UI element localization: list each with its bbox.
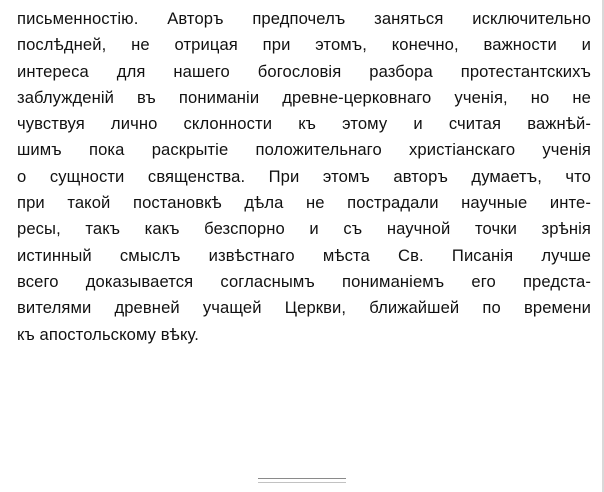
- text-line-7: о сущности священства. При этомъ авторъ думаетъ, что: [17, 166, 591, 186]
- body-paragraph: [17, 6, 591, 348]
- text-line-10: истинный смыслъ извѣстнаго мѣста Св. Писанія лучше: [17, 245, 591, 265]
- page-bottom-rule: [258, 478, 346, 483]
- text-line-12: вителями древней учащей Церкви, ближайшей по времени: [17, 298, 591, 318]
- text-line-11: всего доказывается согласнымъ пониманіемъ его предста-: [17, 271, 591, 291]
- text-line-13: къ апостольскому вѣку.: [17, 324, 199, 344]
- text-line-4: заблужденій въ пониманіи древне-церковнаго ученія, но не: [17, 87, 591, 107]
- text-line-9: ресы, такъ какъ безспорно и съ научной точки зрѣнія: [17, 219, 591, 239]
- text-line-6: шимъ пока раскрытіе положительнаго христіанскаго ученія: [17, 140, 591, 160]
- text-line-2: послѣдней, не отрицая при этомъ, конечно, важности и: [17, 35, 591, 55]
- text-line-5: чувствуя лично склонности къ этому и считая важнѣй-: [17, 114, 591, 134]
- text-line-1: письменностію. Авторъ предпочелъ заняться исключительно: [17, 9, 591, 28]
- text-line-3: интереса для нашего богословія разбора протестантскихъ: [17, 61, 591, 81]
- text-line-8: при такой постановкѣ дѣла не пострадали научные инте-: [17, 193, 591, 213]
